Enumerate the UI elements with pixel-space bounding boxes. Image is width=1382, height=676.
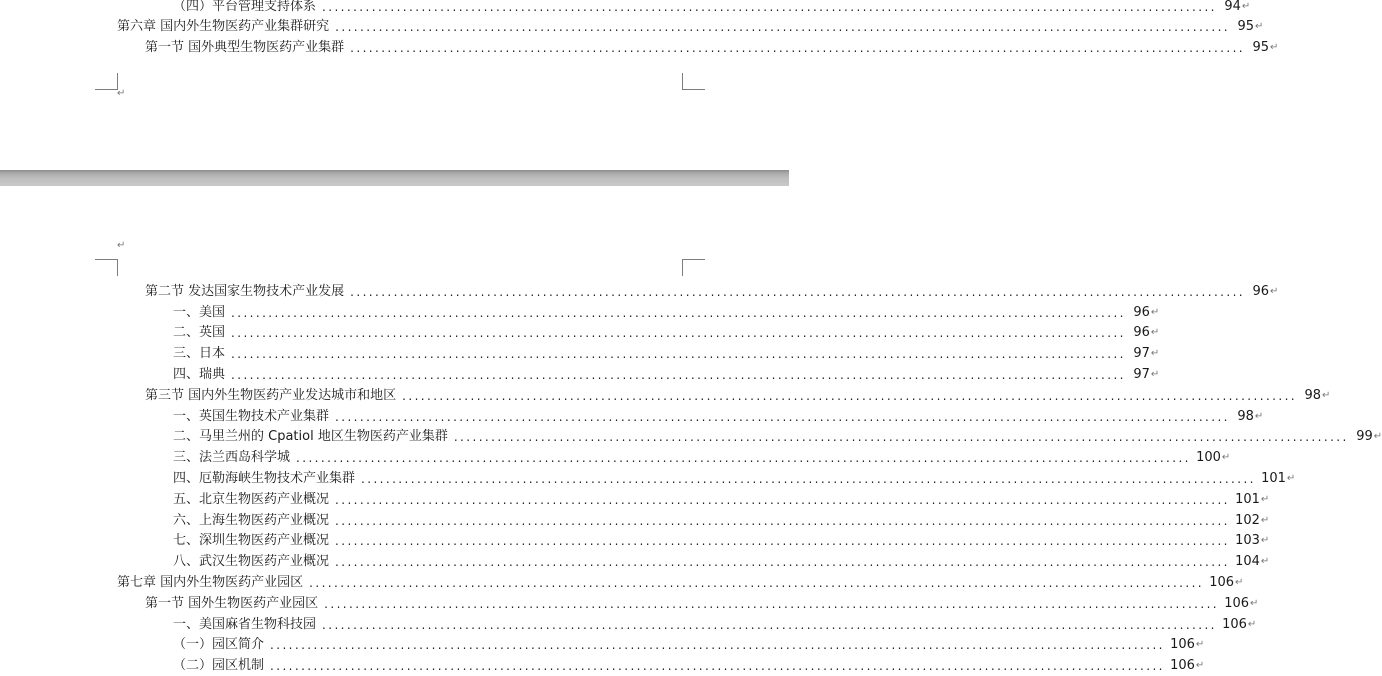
paragraph-mark-icon: ↵ (1235, 577, 1244, 588)
toc-leader-dots: ................................................................................................................................................ (231, 347, 1126, 361)
toc-entry-title: 第七章 国内外生物医药产业园区 (117, 575, 304, 590)
toc-entry-page: 98 (1304, 388, 1322, 403)
paragraph-mark-icon: ↵ (1241, 1, 1251, 12)
toc-entry[interactable] (0, 0, 1251, 17)
toc-entry[interactable] (0, 386, 1331, 406)
toc-leader-dots: ................................................................................................................................................ (350, 41, 1246, 55)
paragraph-mark-icon: ↵ (1221, 452, 1231, 463)
toc-entry-title: 第一节 国外典型生物医药产业集群 (145, 40, 345, 55)
toc-entry[interactable] (0, 282, 1279, 302)
toc-entry[interactable] (0, 17, 1264, 37)
toc-entry-title: （一）园区简介 (173, 637, 265, 652)
toc-entry-page: 102 (1235, 513, 1260, 528)
toc-leader-dots: ................................................................................................................................................ (231, 368, 1126, 382)
toc-entry-page: 96 (1252, 284, 1270, 299)
paragraph-mark-icon: ↵ (1247, 619, 1257, 630)
toc-leader-dots: ................................................................................................................................................ (309, 576, 1205, 590)
toc-entry-title: 五、北京生物医药产业概况 (173, 492, 330, 507)
toc-entry[interactable] (0, 615, 1257, 635)
toc-leader-dots: ................................................................................................................................................ (335, 534, 1230, 548)
paragraph-mark-icon: ↵ (1260, 535, 1270, 546)
toc-entry-title: 一、美国麻省生物科技园 (173, 617, 317, 632)
toc-leader-dots: ................................................................................................................................................ (335, 514, 1230, 528)
toc-entry-title: 二、马里兰州的 Cpatiol 地区生物医药产业集群 (173, 429, 448, 444)
toc-entry-page: 98 (1237, 409, 1254, 424)
toc-leader-dots: ................................................................................................................................................ (350, 285, 1246, 299)
margin-corner-mark-bottom-right (682, 73, 705, 90)
margin-corner-mark-bottom-left (95, 73, 118, 90)
toc-entry-page: 106 (1170, 658, 1195, 673)
toc-entry[interactable] (0, 323, 1160, 343)
toc-entry-page: 106 (1222, 617, 1247, 632)
toc-entry-title: 一、美国 (173, 305, 226, 320)
paragraph-mark-icon: ↵ (117, 240, 126, 251)
toc-leader-dots: ................................................................................................................................................ (296, 451, 1191, 465)
toc-entry-page: 99 (1356, 429, 1373, 444)
paragraph-mark-icon: ↵ (1260, 515, 1270, 526)
toc-entry-page: 97 (1133, 346, 1150, 361)
toc-leader-dots: ................................................................................................................................................ (335, 555, 1230, 569)
toc-entry-title: 一、英国生物技术产业集群 (173, 409, 330, 424)
toc-entry-page: 106 (1170, 637, 1195, 652)
paragraph-mark-icon: ↵ (1373, 431, 1382, 442)
margin-corner-mark-top-right (682, 259, 705, 276)
toc-entry[interactable] (0, 344, 1160, 364)
paragraph-mark-icon: ↵ (1195, 660, 1205, 671)
toc-leader-dots: ................................................................................................................................................ (335, 20, 1231, 34)
toc-entry-page: 104 (1235, 554, 1260, 569)
page-gap (0, 170, 789, 186)
toc-entry-page: 96 (1133, 305, 1150, 320)
paragraph-mark-icon: ↵ (1150, 307, 1160, 318)
toc-leader-dots: ................................................................................................................................................ (335, 410, 1230, 424)
toc-entry[interactable] (0, 594, 1259, 614)
toc-leader-dots: ................................................................................................................................................ (231, 326, 1126, 340)
toc-entry-title: （二）园区机制 (173, 658, 265, 673)
toc-leader-dots: ................................................................................................................................................ (270, 638, 1165, 652)
toc-entry[interactable] (0, 38, 1279, 58)
toc-entry[interactable] (0, 448, 1231, 468)
toc-entry-title: 三、法兰西岛科学城 (173, 450, 291, 465)
toc-entry[interactable] (0, 365, 1160, 385)
toc-entry-page: 101 (1235, 492, 1260, 507)
toc-leader-dots: ................................................................................................................................................ (324, 597, 1220, 611)
toc-entry-page: 95 (1237, 19, 1255, 34)
toc-entry-title: 第一节 国外生物医药产业园区 (145, 596, 319, 611)
toc-entry-page: 97 (1133, 367, 1150, 382)
paragraph-mark-icon: ↵ (1286, 473, 1296, 484)
toc-entry-page: 96 (1133, 325, 1150, 340)
toc-entry-page: 106 (1209, 575, 1235, 590)
toc-leader-dots: ................................................................................................................................................ (231, 306, 1126, 320)
toc-entry-title: 第三节 国内外生物医药产业发达城市和地区 (145, 388, 397, 403)
paragraph-mark-icon: ↵ (1195, 639, 1205, 650)
document-page-2 (0, 186, 1382, 673)
toc-entry-title: （四）平台管理支持体系 (173, 0, 317, 14)
toc-entry-page: 103 (1235, 533, 1260, 548)
toc-entry[interactable] (0, 573, 1244, 593)
toc-entry[interactable] (0, 303, 1160, 323)
toc-leader-dots: ................................................................................................................................................ (322, 0, 1217, 14)
toc-entry[interactable] (0, 490, 1270, 510)
toc-entry-title: 七、深圳生物医药产业概况 (173, 533, 330, 548)
toc-entry-page: 101 (1261, 471, 1286, 486)
toc-entry-page: 95 (1252, 40, 1270, 55)
paragraph-mark-icon: ↵ (1270, 286, 1279, 297)
paragraph-mark-icon: ↵ (1260, 556, 1270, 567)
toc-entry[interactable] (0, 531, 1270, 551)
toc-entry[interactable] (0, 511, 1270, 531)
toc-entry-title: 第二节 发达国家生物技术产业发展 (145, 284, 345, 299)
paragraph-mark-icon: ↵ (1322, 390, 1331, 401)
toc-entry-title: 四、厄勒海峡生物技术产业集群 (173, 471, 356, 486)
toc-entry[interactable] (0, 407, 1264, 427)
toc-entry[interactable] (0, 552, 1270, 572)
paragraph-mark-icon: ↵ (117, 88, 126, 99)
toc-entry-title: 二、英国 (173, 325, 226, 340)
toc-entry[interactable] (0, 656, 1205, 676)
paragraph-mark-icon: ↵ (1250, 598, 1259, 609)
toc-entry[interactable] (0, 427, 1382, 447)
toc-entry-title: 三、日本 (173, 346, 226, 361)
toc-entry-title: 八、武汉生物医药产业概况 (173, 554, 330, 569)
toc-leader-dots: ................................................................................................................................................ (453, 430, 1349, 444)
toc-entry-title: 六、上海生物医药产业概况 (173, 513, 330, 528)
toc-leader-dots: ................................................................................................................................................ (361, 472, 1256, 486)
toc-leader-dots: ................................................................................................................................................ (402, 389, 1298, 403)
toc-entry-page: 100 (1196, 450, 1221, 465)
toc-entry-title: 四、瑞典 (173, 367, 226, 382)
toc-entry[interactable] (0, 469, 1296, 489)
paragraph-mark-icon: ↵ (1254, 411, 1264, 422)
paragraph-mark-icon: ↵ (1150, 327, 1160, 338)
toc-leader-dots: ................................................................................................................................................ (270, 659, 1165, 673)
paragraph-mark-icon: ↵ (1150, 369, 1160, 380)
toc-entry-title: 第六章 国内外生物医药产业集群研究 (117, 19, 330, 34)
paragraph-mark-icon: ↵ (1260, 494, 1270, 505)
paragraph-mark-icon: ↵ (1270, 42, 1279, 53)
toc-entry-page: 94 (1224, 0, 1241, 14)
margin-corner-mark-top-left (95, 259, 118, 276)
toc-leader-dots: ................................................................................................................................................ (335, 493, 1230, 507)
toc-leader-dots: ................................................................................................................................................ (322, 618, 1217, 632)
toc-entry[interactable] (0, 635, 1205, 655)
toc-entry-page: 106 (1224, 596, 1250, 611)
paragraph-mark-icon: ↵ (1255, 21, 1264, 32)
document-page-1 (0, 0, 1279, 170)
paragraph-mark-icon: ↵ (1150, 348, 1160, 359)
